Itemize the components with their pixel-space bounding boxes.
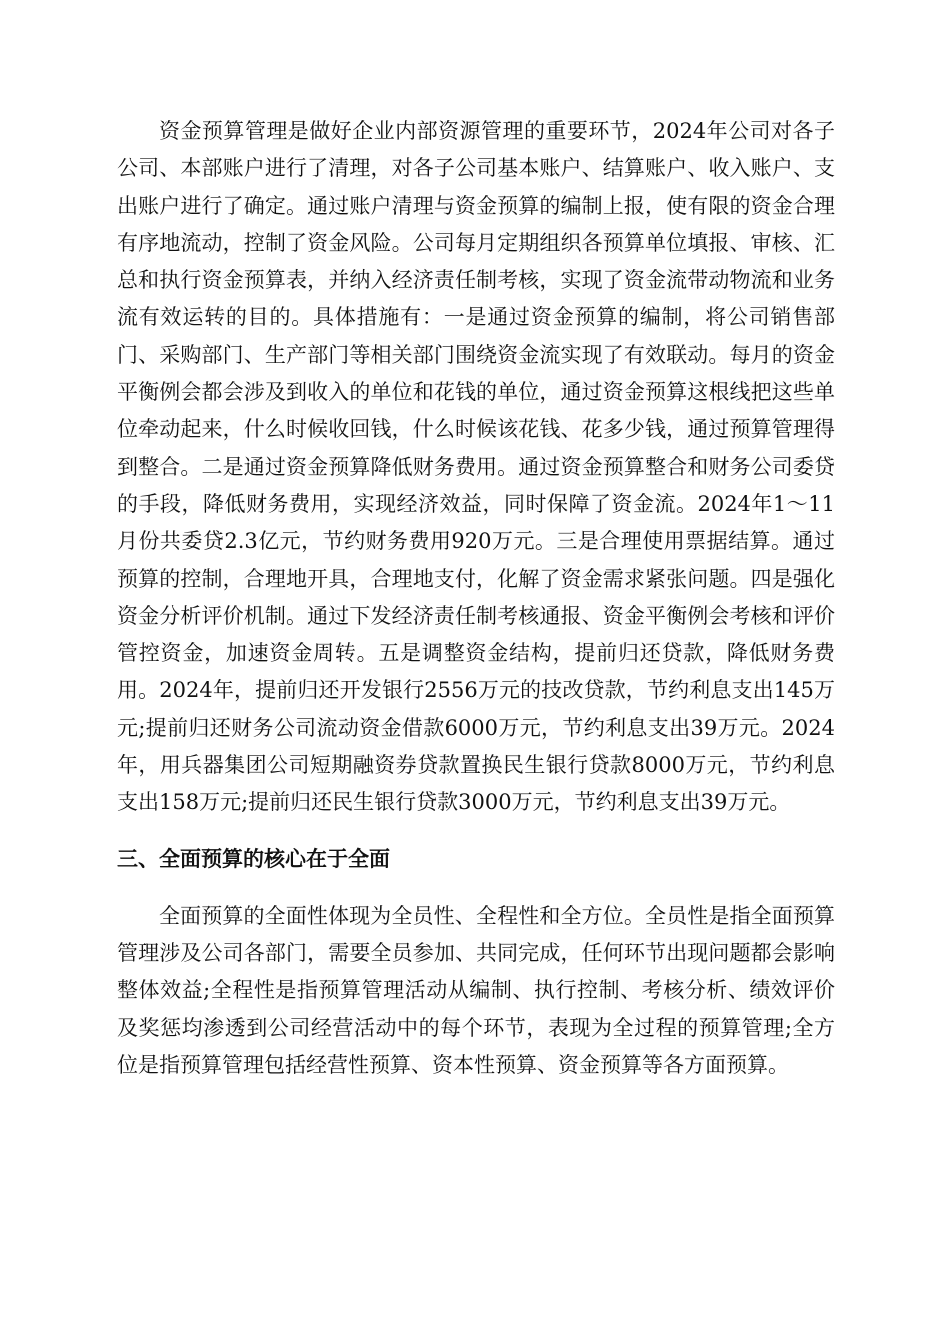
capital-budget-paragraph: 资金预算管理是做好企业内部资源管理的重要环节，2024年公司对各子公司、本部账户进行了清理，对各子公司基本账户、结算账户、收入账户、支出账户进行了确定。通过账户清理与资金预算的编制上报，使有限的资金合理有序地流动，控制了资金风险。公司每月定期组织各预算单位填报、审核、汇总和执行资金预算表，并纳入经济责任制考核，实现了资金流带动物流和业务流有效运转的目的。具体措施有：一是通过资金预算的编制，将公司销售部门、采购部门、生产部门等相关部门围绕资金流实现了有效联动。每月的资金平衡例会都会涉及到收入的单位和花钱的单位，通过资金预算这根线把这些单位牵动起来，什么时候收回钱，什么时候该花钱、花多少钱，通过预算管理得到整合。二是通过资金预算降低财务费用。通过资金预算整合和财务公司委贷的手段，降低财务费用，实现经济效益，同时保障了资金流。2024年1～11月份共委贷2.3亿元，节约财务费用920万元。三是合理使用票据结算。通过预算的控制，合理地开具，合理地支付，化解了资金需求紧张问题。四是强化资金分析评价机制。通过下发经济责任制考核通报、资金平衡例会考核和评价管控资金，加速资金周转。五是调整资金结构，提前归还贷款，降低财务费用。2024年，提前归还开发银行2556万元的技改贷款，节约利息支出145万元;提前归还财务公司流动资金借款6000万元，节约利息支出39万元。2024年，用兵器集团公司短期融资券贷款置换民生银行贷款8000万元，节约利息支出158万元;提前归还民生银行贷款3000万元，节约利息支出39万元。 [117,119,835,815]
section-heading: 三、全面预算的核心在于全面 [117,846,390,871]
comprehensive-budget-paragraph: 全面预算的全面性体现为全员性、全程性和全方位。全员性是指全面预算管理涉及公司各部门，需要全员参加、共同完成，任何环节出现问题都会影响整体效益;全程性是指预算管理活动从编制、执行控制、考核分析、绩效评价及奖惩均渗透到公司经营活动中的每个环节，表现为全过程的预算管理;全方位是指预算管理包括经营性预算、资本性预算、资金预算等各方面预算。 [117,903,835,1077]
document-page [117,113,835,1084]
